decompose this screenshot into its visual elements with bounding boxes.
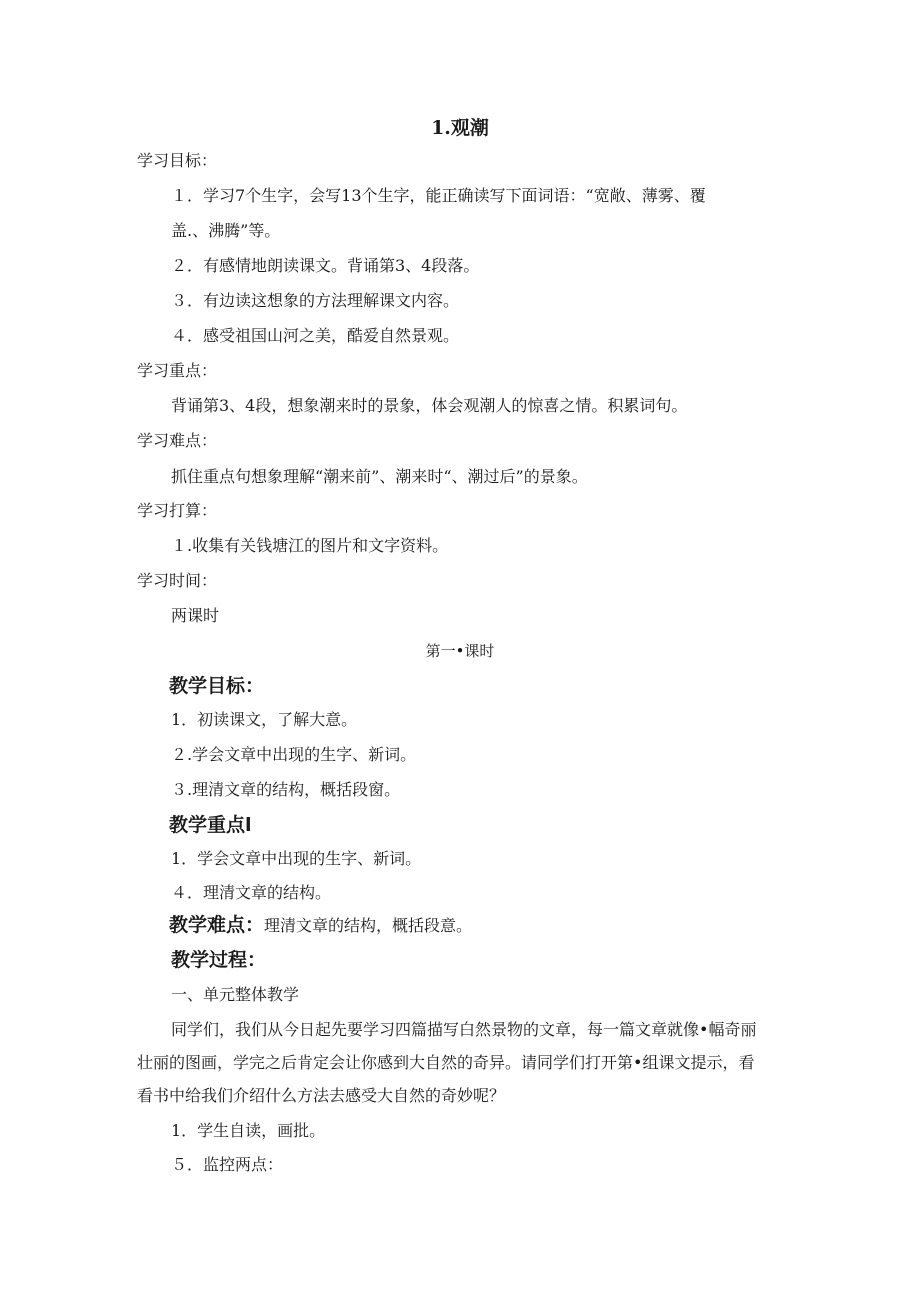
learning-time-label: 学习时间： bbox=[137, 571, 218, 590]
page-title: 1.观潮 bbox=[431, 117, 489, 139]
learning-plan-label: 学习打算： bbox=[137, 501, 218, 520]
lesson-subtitle: 第一•课时 bbox=[425, 642, 495, 660]
learning-goals-label: 学习目标： bbox=[137, 151, 218, 170]
teaching-difficulty-heading: 教学难点： bbox=[169, 914, 265, 936]
learning-goal-item: １．学习7个生字，会写13个生字，能正确读写下面词语：“宽敞、薄雾、覆 bbox=[171, 186, 706, 205]
paragraph-line: 看书中给我们介绍什么方法去感受大自然的奇妙呢？ bbox=[137, 1086, 506, 1105]
teaching-focus-heading: 教学重点l bbox=[169, 814, 252, 836]
learning-goal-item: 盖.、沸腾”等。 bbox=[171, 221, 281, 240]
teaching-difficulty-text: 理清文章的结构，概括段意。 bbox=[264, 916, 473, 935]
paragraph-line: 同学们，我们从今日起先要学习四篇描写白然景物的文章，每一篇文章就像•幅奇丽 bbox=[171, 1020, 757, 1039]
teaching-focus-item: ４．理清文章的结构。 bbox=[171, 883, 332, 902]
learning-focus-text: 背诵第3、4段，想象潮来时的景象，体会观潮人的惊喜之情。积累词句。 bbox=[171, 396, 688, 415]
paragraph-line: 壮丽的图画，学完之后肯定会让你感到大自然的奇异。请同学们打开第•组课文提示，看 bbox=[137, 1053, 755, 1072]
learning-difficulty-text: 抓住重点句想象理解“潮来前”、潮来时“、潮过后”的景象。 bbox=[171, 467, 588, 486]
teaching-goals-heading: 教学目标： bbox=[169, 675, 265, 697]
learning-difficulty-label: 学习难点： bbox=[137, 431, 218, 450]
learning-focus-label: 学习重点： bbox=[137, 361, 218, 380]
learning-goal-item: ２．有感情地朗读课文。背诵第3、4段落。 bbox=[171, 256, 480, 275]
learning-goal-item: ３．有边读这想象的方法理解课文内容。 bbox=[171, 291, 460, 310]
learning-goal-item: ４．感受祖国山河之美，酷爱自然景观。 bbox=[171, 326, 460, 345]
teaching-process-heading: 教学过程： bbox=[171, 949, 267, 971]
step-item: 1．学生自读，画批。 bbox=[171, 1121, 326, 1140]
section-heading: 一、单元整体教学 bbox=[171, 985, 300, 1004]
teaching-goal-item: 1．初读课文，了解大意。 bbox=[171, 710, 358, 729]
learning-time-text: 两课时 bbox=[171, 606, 220, 625]
teaching-goal-item: ２.学会文章中出现的生字、新词。 bbox=[171, 745, 417, 764]
teaching-goal-item: ３.理清文章的结构，概括段窗。 bbox=[171, 780, 401, 799]
teaching-difficulty-row bbox=[169, 912, 472, 939]
teaching-focus-item: 1．学会文章中出现的生字、新词。 bbox=[171, 849, 422, 868]
learning-plan-text: １.收集有关钱塘江的图片和文字资料。 bbox=[171, 536, 449, 555]
step-item: ５．监控两点： bbox=[171, 1155, 284, 1174]
